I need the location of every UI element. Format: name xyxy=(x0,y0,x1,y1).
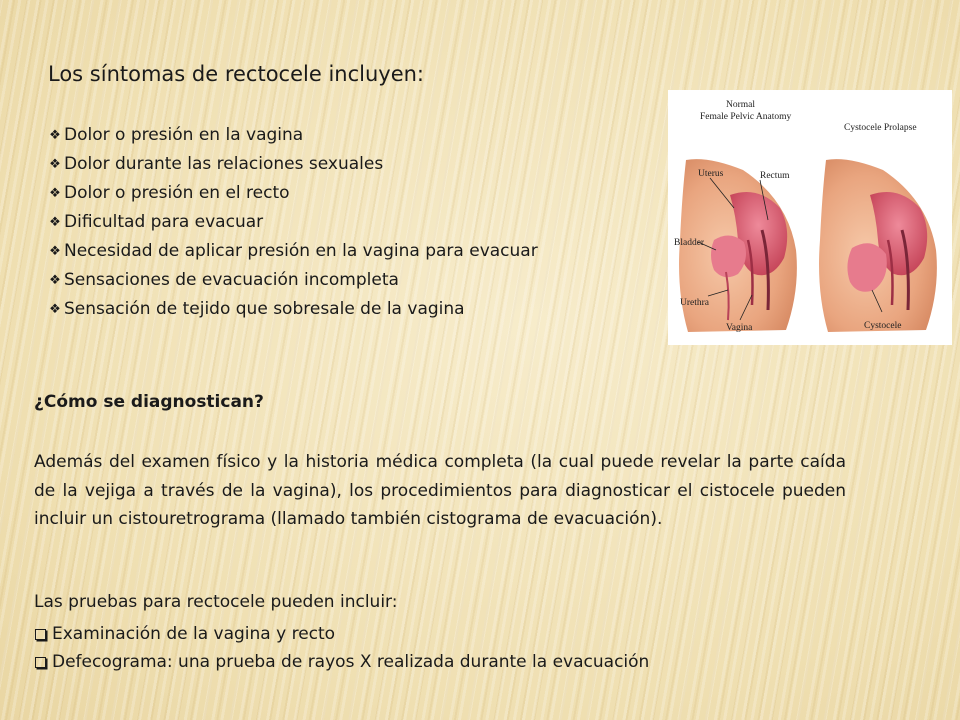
list-item xyxy=(48,295,538,324)
list-item xyxy=(48,237,538,266)
tests-intro: Las pruebas para rectocele pueden incluir: xyxy=(34,592,398,612)
diamond-bullet-icon: ❖ xyxy=(49,157,61,172)
diagnosis-paragraph: Además del examen físico y la historia médica completa (la cual puede revelar la parte caída de la vejiga a través de la vagina), los procedimientos para diagnosticar el cistocele pueden incluir un cistouretrograma (llamado también cistograma de evacuación). xyxy=(34,452,846,529)
symptom-text: Sensaciones de evacuación incompleta xyxy=(64,270,399,290)
diamond-bullet-icon: ❖ xyxy=(49,302,61,317)
cystocele-pelvis-drawing xyxy=(819,159,937,332)
list-item xyxy=(48,179,538,208)
test-text: Defecograma: una prueba de rayos X realizada durante la evacuación xyxy=(52,652,650,672)
label-urethra: Urethra xyxy=(680,298,710,308)
tests-list xyxy=(34,620,649,676)
label-vagina: Vagina xyxy=(726,323,753,333)
diamond-bullet-icon: ❖ xyxy=(49,244,61,259)
symptom-text: Sensación de tejido que sobresale de la vagina xyxy=(64,299,465,319)
slide-title: Los síntomas de rectocele incluyen: xyxy=(48,62,425,86)
list-item xyxy=(34,648,649,676)
symptom-list xyxy=(48,121,538,324)
diamond-bullet-icon: ❖ xyxy=(49,186,61,201)
diamond-bullet-icon: ❖ xyxy=(49,128,61,143)
list-item xyxy=(48,121,538,150)
symptom-text: Dolor o presión en la vagina xyxy=(64,125,304,145)
label-bladder: Bladder xyxy=(674,238,705,248)
list-item xyxy=(48,266,538,295)
label-rectum: Rectum xyxy=(760,171,790,181)
checkbox-bullet-icon xyxy=(35,629,46,640)
diamond-bullet-icon: ❖ xyxy=(49,273,61,288)
list-item xyxy=(48,208,538,237)
test-text: Examinación de la vagina y recto xyxy=(52,624,336,644)
checkbox-bullet-icon xyxy=(35,657,46,668)
symptom-text: Dolor durante las relaciones sexuales xyxy=(64,154,384,174)
figure-heading-left-2: Female Pelvic Anatomy xyxy=(700,112,792,122)
list-item xyxy=(34,620,649,648)
symptom-text: Dolor o presión en el recto xyxy=(64,183,290,203)
label-cystocele: Cystocele xyxy=(864,321,902,331)
list-item xyxy=(48,150,538,179)
section-heading: ¿Cómo se diagnostican? xyxy=(34,392,264,412)
diamond-bullet-icon: ❖ xyxy=(49,215,61,230)
symptom-text: Dificultad para evacuar xyxy=(64,212,264,232)
label-uterus: Uterus xyxy=(698,169,724,179)
figure-heading-left-1: Normal xyxy=(726,100,756,110)
anatomy-illustration xyxy=(668,90,952,345)
symptom-text: Necesidad de aplicar presión en la vagina para evacuar xyxy=(64,241,538,261)
figure-heading-right: Cystocele Prolapse xyxy=(844,123,917,133)
